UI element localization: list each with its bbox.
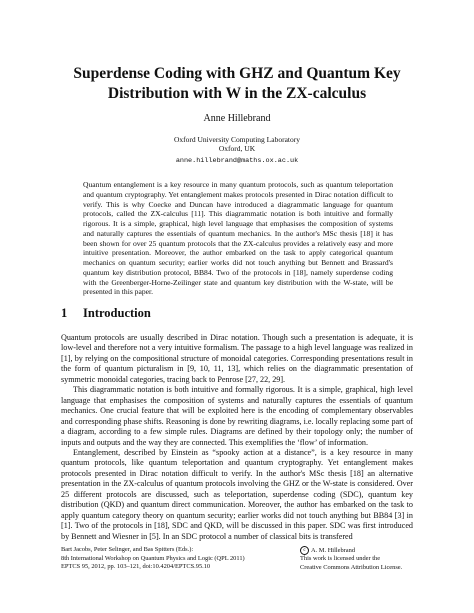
section-body: [61, 333, 413, 542]
paragraph-2: This diagrammatic notation is both intuitive and formally rigorous. It is a simple, graphical, high level language that emphasises the composition of systems and naturally captures the essentials of quantum mechanics. One crucial feature that will be exploited here is the encoding of complementary observables and corresponding phase shifts. Reasoning is done by rewriting diagrams, i.e. locally replacing some part of a diagram, according to a few simple rules. Diagrams are defined by their topology only; the number of inputs and outputs and the way they are connected. This exemplifies the ‘flow’ of information.: [61, 385, 413, 447]
footer-copyright-holder: A. M. Hillebrand: [311, 546, 356, 554]
author-name: Anne Hillebrand: [203, 113, 271, 124]
section-number: 1: [61, 306, 68, 320]
title-line-2: Distribution with W in the ZX-calculus: [107, 85, 367, 102]
section-title: Introduction: [83, 306, 151, 320]
paper-title: [0, 64, 474, 104]
author-email: anne.hillebrand@maths.ox.ac.uk: [175, 157, 299, 165]
footer-license-line: This work is licensed under the: [300, 555, 381, 563]
footer-license-name: Creative Commons Attribution License.: [300, 563, 403, 571]
copyright-icon: [300, 546, 309, 555]
abstract: Quantum entanglement is a key resource in many quantum protocols, such as quantum teleportation and quantum cryptography. Yet entanglement makes protocols presented in Dirac notation difficult to verify. This is why Coecke and Duncan have introduced a diagrammatic language for quantum protocols, called the ZX-calculus [11]. This diagrammatic notation is both intuitive and formally rigorous. It is a simple, graphical, high level language that emphasises the composition of systems and naturally captures the essentials of quantum mechanics. In the author's MSc thesis [18] it has been shown for over 25 quantum protocols that the ZX-calculus provides a relatively easy and more intuitive presentation. Moreover, the author embarked on the task to apply categorical quantum mechanics on quantum security; earlier works did not touch anything but Bennett and Brassard's quantum key distribution protocol, BB84. Two of the protocols in [18], namely superdense coding with the Greenberger-Horne-Zeilinger state and quantum key distribution with the W-state, will be presented in this paper.: [83, 180, 393, 297]
section-heading: [61, 306, 151, 321]
affiliation-location: Oxford, UK: [218, 144, 256, 153]
footer-workshop: 8th International Workshop on Quantum Physics and Logic (QPL 2011): [61, 554, 245, 562]
footer-editors: Bart Jacobs, Peter Selinger, and Bas Spitters (Eds.):: [61, 546, 194, 553]
publication-footer: [61, 546, 245, 572]
title-line-1: Superdense Coding with GHZ and Quantum Key: [73, 65, 401, 82]
paragraph-3: Entanglement, described by Einstein as “spooky action at a distance”, is a key resource in many quantum protocols, like quantum teleportation and quantum cryptography. Yet entanglement makes protocols presented in Dirac notation difficult to verify. In the author's MSc thesis [18] an alternative presentation in the ZX-calculus of quantum protocols involving the GHZ or the W-state is considered. Over 25 different protocols are discussed, such as teleportation, superdense coding (SDC), quantum key distribution (QKD) and quantum direct communication. Moreover, the author has embarked on the task to apply quantum category theory on quantum security; earlier works did not touch anything but BB84 [3] in [1]. Two of the protocols in [18], SDC and QKD, will be discussed in this paper. SDC was first introduced by Bennett and Wiesner in [5]. In an SDC protocol a number of classical bits is transfered: [61, 447, 413, 541]
license-footer: [300, 546, 402, 572]
footer-doi: EPTCS 95, 2012, pp. 103–121, doi:10.4204/EPTCS.95.10: [61, 563, 211, 570]
affiliation: [0, 135, 474, 153]
affiliation-institution: Oxford University Computing Laboratory: [173, 135, 301, 144]
paragraph-1: Quantum protocols are usually described in Dirac notation. Though such a presentation is adequate, it is low-level and therefore not a very intuitive formalism. The passage to a high level language was realized in [1], by relying on the compositional structure of monoidal categories. Corresponding presentations result in the form of quantum picturalism in [9, 10, 11, 13], which relies on the diagrammatic presentation of symmetric monoidal categories, tracing back to Penrose [27, 22, 29].: [61, 333, 413, 384]
